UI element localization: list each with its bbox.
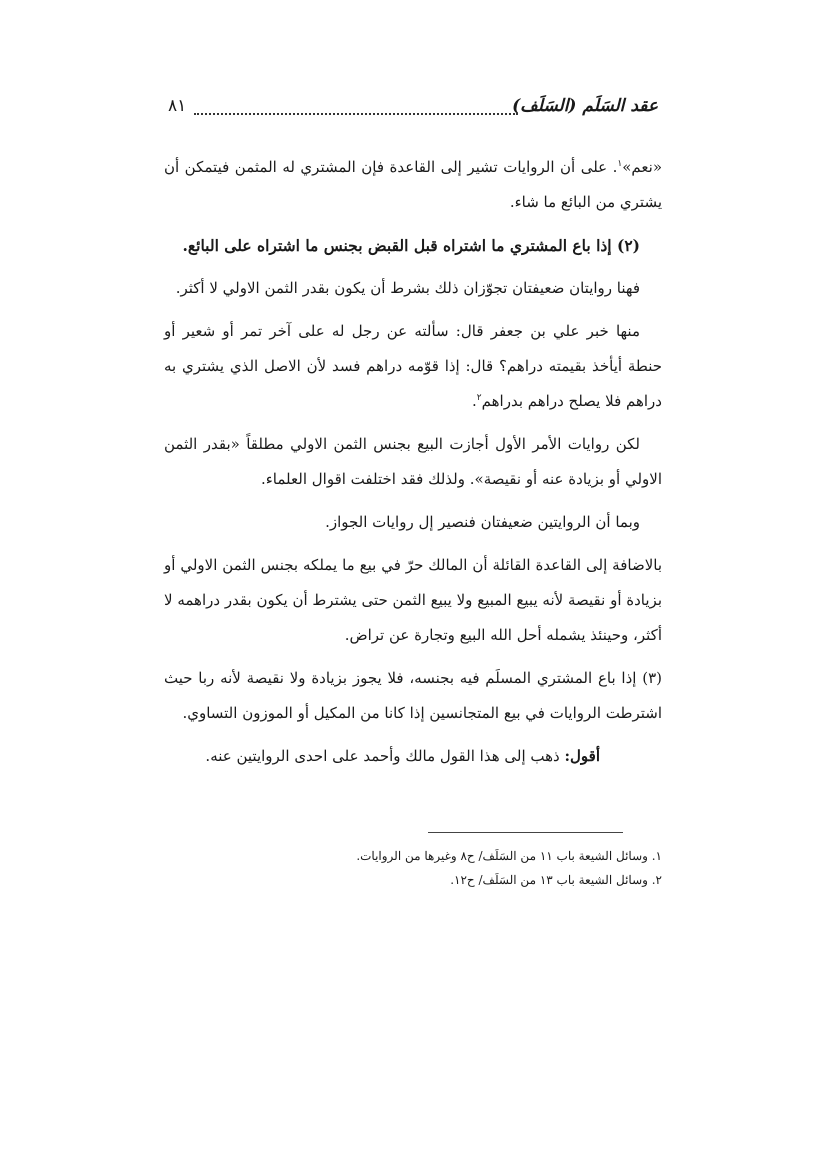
section-heading: (٢) إذا باع المشتري ما اشتراه قبل القبض بجنس ما اشتراه على البائع. [182, 236, 640, 255]
main-text [164, 150, 662, 782]
paragraph [164, 739, 662, 774]
paragraph [164, 314, 662, 419]
running-header [168, 96, 658, 124]
footnote-item: ٢. وسائل الشيعة باب ١٣ من السَلَف/ ح١٢. [450, 873, 662, 887]
footnotes [164, 844, 662, 892]
footnote-ref: ١ [617, 159, 623, 169]
paragraph: وبما أن الروايتين ضعيفتان فنصير إل روايات الجواز. [325, 513, 640, 531]
quoted-answer: «نعم» [622, 158, 662, 176]
paragraph: (٣) إذا باع المشتري المسلَم فيه بجنسه، فلا يجوز بزيادة ولا نقيصة لأنه ربا حيث اشترطت الروايات في بيع المتجانسين إذا كانا من المكيل أو الموزون التساوي. [164, 669, 662, 722]
keyword-aqul: أقول: [564, 747, 600, 765]
page-number: ٨١ [168, 96, 187, 116]
paragraph: فهنا روايتان ضعيفتان تجوّزان ذلك بشرط أن يكون بقدر الثمن الاولي لا أكثر. [175, 279, 640, 297]
paragraph-text: منها خبر علي بن جعفر قال: سألته عن رجل له على آخر تمر أو شعير أو حنطة أيأخذ بقيمته دراهم؟ قال: إذا قوّمه دراهم فسد لأن الاصل الذي يشتري به دراهم فلا يصلح دراهم بدراهم [164, 322, 662, 410]
paragraph-text: ذهب إلى هذا القول مالك وأحمد على احدى الروايتين عنه. [205, 747, 565, 765]
header-dot-leader [194, 113, 518, 115]
paragraph [164, 150, 662, 220]
paragraph: بالاضافة إلى القاعدة القائلة أن المالك حرّ في بيع ما يملكه بجنس الثمن الاولي أو بزيادة أو نقيصة لأنه يبيع المبيع ولا يبيع الثمن حتى يشترط أن يكون بقدر دراهمه لا أكثر، وحينئذ يشمله أحل الله البيع وتجارة عن تراض. [164, 556, 662, 644]
running-title: عقد السَلَم (السَلَف) [512, 96, 658, 116]
footnote-divider [428, 832, 623, 833]
paragraph-text: . [472, 392, 477, 410]
paragraph-text: . على أن الروايات تشير إلى القاعدة فإن المشتري له المثمن فيتمكن أن يشتري من البائع ما شاء. [164, 158, 662, 211]
footnote-item: ١. وسائل الشيعة باب ١١ من السَلَف/ ح٨ وغيرها من الروايات. [356, 849, 662, 863]
footnote-ref: ٢ [476, 393, 482, 403]
paragraph: لكن روايات الأمر الأول أجازت البيع بجنس الثمن الاولي مطلقاً «بقدر الثمن الاولي أو بزيادة عنه أو نقيصة». ولذلك فقد اختلفت اقوال العلماء. [164, 435, 662, 488]
